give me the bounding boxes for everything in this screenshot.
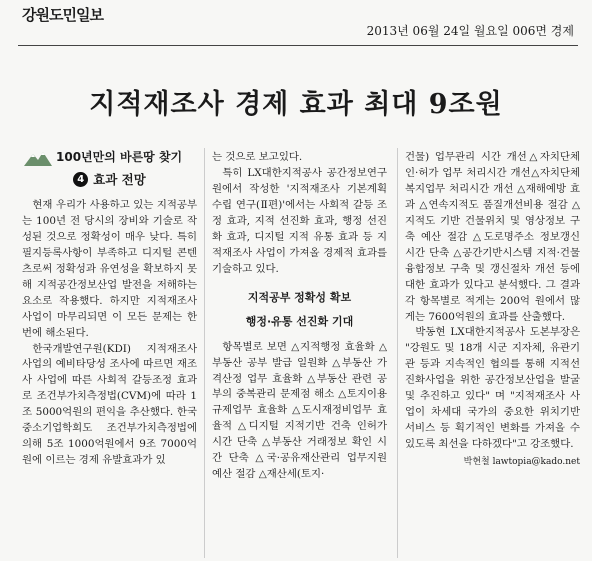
body-paragraph: 는 것으로 보고있다. [212,151,303,163]
body-paragraph: 박동현 LX대한지적공사 도본부장은 "강원도 및 18개 시군 지자체, 유관기관 등과 지속적인 협의를 통해 지적선진화사업을 위한 공간정보산업을 발굴 및 추진하고 있다" 며 "지적재조사 사업이 차세대 국가의 중요한 위치기반 서비스 등 획기적인 변화를 가져올 수 있도록 최선을 다하겠다"고 강조했다. [405,326,580,451]
episode-title [22,172,197,188]
article-column-3 [405,150,580,471]
subheading: 행정·유통 선진화 기대 [245,314,354,328]
episode-title-text: 효과 전망 [93,172,146,187]
subheading: 지적공부 정확성 확보 [247,290,352,304]
body-paragraph: 현재 우리가 사용하고 있는 지적공부는 100년 전 당시의 장비와 기술로 작성된 것으로 정확성이 매우 낮다. 특히 필지등록사항이 부족하고 디지털 콘텐츠로써 정확성과 유연성을 확보하지 못해 지적공간정보산업 발전을 저해하는 요소로 작용했다. 하지만 지적재조사 사업이 마무리되면 이 모든 문제는 한 번에 해소된다. [22,198,197,339]
mountain-icon [24,150,52,166]
body-paragraph: 특히 LX대한지적공사 공간정보연구원에서 작성한 '지적재조사 기본계획 수립 연구(Ⅱ편)'에서는 사회적 갈등 조정 효과, 지적 선진화 효과, 행정 선진화 효과, 디지털 지적 유통 효과 등 지적재조사 사업이 가져올 경제적 효과를 기술하고 있다. [212,166,387,275]
episode-number-badge: 4 [73,172,88,187]
byline: 박현철 lawtopia@kado.net [463,457,580,468]
column-divider [204,148,205,558]
series-title-text: 100년만의 바른땅 찾기 [56,150,183,165]
masthead: 강원도민일보 [22,6,103,24]
series-title [24,150,197,166]
column-divider [397,148,398,558]
article-column-1 [22,150,197,469]
body-paragraph: 한국개발연구원(KDI) 지적재조사 사업의 예비타당성 조사에 따르면 재조사 사업에 따른 사회적 갈등조정 효과로 조건부가치측정법(CVM)에 따라 1조 5000억원의 편익을 추산했다. 한국중소기업학회도 조건부가치측정법에 의해 5조 1000억원에서 9조 7000억원에 이르는 경제 유발효과가 있 [22,342,197,467]
body-paragraph: 건물) 업무관리 시간 개선△자치단체 인·허가 업무 처리시간 개선△자치단체 복지업무 처리시간 개선 △재해예방 효과 △연속지적도 품질개선비용 절감 △지적도 기반 건물위치 및 영상정보 구축 예산 절감 △도로명주소 정보갱신 시간 단축 △공간기반시스템 지적·건물 융합정보 구축 및 갱신절차 개선 등에 대한 효과가 있다고 분석했다. 그 결과 각 항목별로 적게는 200억 원에서 많게는 7600억원의 효과를 산출했다. [405,151,580,323]
article-column-2 [212,150,387,483]
dateline: 2013년 06월 24일 월요일 006면 경제 [366,24,574,38]
headline: 지적재조사 경제 효과 최대 9조원 [89,89,503,120]
body-paragraph: 항목별로 보면 △지적행정 효율화 △부동산 공부 발급 일원화 △부동산 가격산정 업무 효율화 △부동산 관련 공부의 중복관리 문제점 해소 △토지이용규제업무 효율화 △도시재정비업무 효율적 △디지털 지적기반 건축 인허가 시간 단축 △부동산 거래정보 확인 시간 단축 △국·공유재산관리 업무지원 예산 절감 △재산세(토지· [212,340,387,481]
top-rule [18,45,578,46]
